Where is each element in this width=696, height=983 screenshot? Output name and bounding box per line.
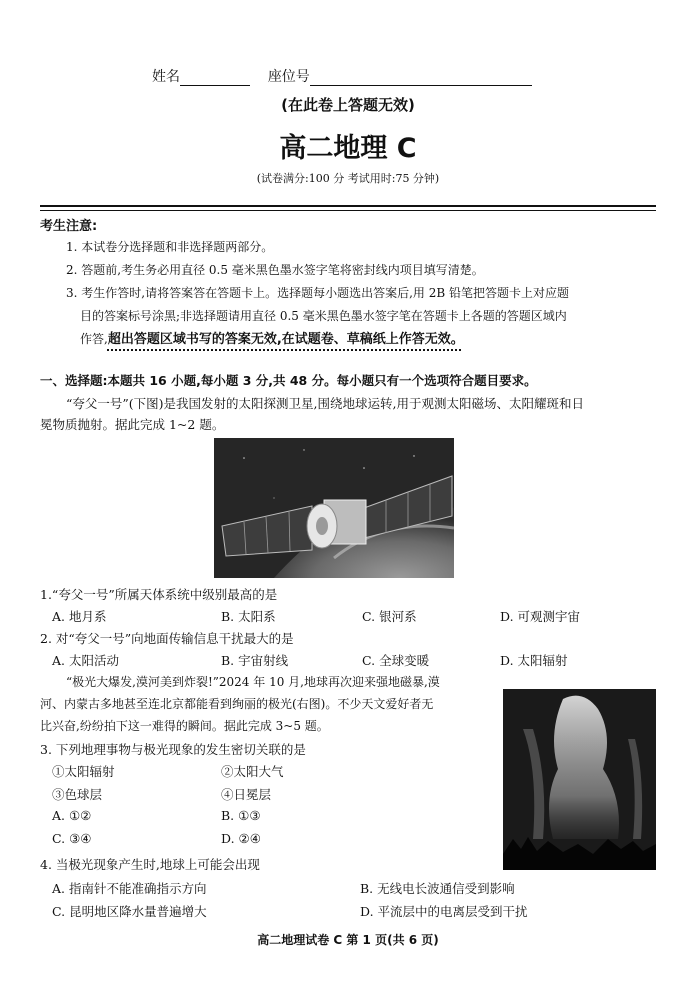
intro1-line2: 冕物质抛射。据此完成 1~2 题。 [40,417,225,432]
page-title: 高二地理 C [279,133,417,164]
q3-item-1: ①太阳辐射 [52,764,115,779]
name-seat-line [152,66,532,86]
divider-thick [40,205,656,207]
q3-item-3: ③色球层 [52,787,103,802]
notice-heading: 考生注意: [40,219,98,234]
notice-item-3-end [80,328,464,347]
q2-stem: 2. 对“夸父一号”向地面传输信息干扰最大的是 [40,631,294,646]
seat-blank [310,71,532,86]
section-heading: 一、选择题:本题共 16 小题,每小题 3 分,共 48 分。每小题只有一个选项符合题目要求。 [40,373,537,388]
q3-option-d: D. ②④ [221,831,261,846]
notice-item-3-cont: 目的答案标号涂黑;非选择题请用直径 0.5 毫米黑色墨水签字笔在答题卡上各题的答题区域内 [80,309,567,323]
name-label: 姓名 [152,69,180,85]
q1-option-b: B. 太阳系 [221,609,276,624]
q3-item-4: ④日冕层 [221,787,272,802]
q3-option-a: A. ①② [52,808,92,823]
q1-option-d: D. 可观测宇宙 [500,609,581,624]
q1-option-a: A. 地月系 [52,609,107,624]
q2-option-a: A. 太阳活动 [52,653,119,668]
intro2-line1: “极光大爆发,漠河美到炸裂!”2024 年 10 月,地球再次迎来强地磁暴,漠 [66,675,440,689]
page-footer: 高二地理试卷 C 第 1 页(共 6 页) [257,933,439,947]
intro2-line2: 河、内蒙古多地甚至连北京都能看到绚丽的极光(右图)。不少天文爱好者无 [40,697,434,711]
notice-item-1: 1. 本试卷分选择题和非选择题两部分。 [66,240,274,254]
q4-stem: 4. 当极光现象产生时,地球上可能会出现 [40,857,260,872]
seat-label: 座位号 [267,69,310,85]
q2-option-d: D. 太阳辐射 [500,653,568,668]
q3-item-2: ②太阳大气 [221,764,284,779]
q1-stem: 1.“夸父一号”所属天体系统中级别最高的是 [40,587,278,602]
q3-option-c: C. ③④ [52,831,92,846]
q4-option-a: A. 指南针不能准确指示方向 [52,881,207,896]
q4-option-c: C. 昆明地区降水量普遍增大 [52,904,207,919]
invalid-note: (在此卷上答题无效) [281,96,415,114]
q2-option-c: C. 全球变暖 [362,653,430,668]
divider-thin [40,210,656,211]
q4-option-d: D. 平流层中的电离层受到干扰 [360,904,528,919]
satellite-image [214,438,454,578]
notice-item-3-tail: 作答, [80,332,108,346]
notice-item-3: 3. 考生作答时,请将答案答在答题卡上。选择题每小题选出答案后,用 2B 铅笔把答题卡上对应题 [66,286,569,300]
q4-option-b: B. 无线电长波通信受到影响 [360,881,515,896]
q3-stem: 3. 下列地理事物与极光现象的发生密切关联的是 [40,742,306,757]
notice-item-2: 2. 答题前,考生务必用直径 0.5 毫米黑色墨水签字笔将密封线内项目填写清楚。 [66,263,484,277]
exam-meta: (试卷满分:100 分 考试用时:75 分钟) [256,172,440,185]
intro1-line1: “夸父一号”(下图)是我国发射的太阳探测卫星,围绕地球运转,用于观测太阳磁场、太阳耀斑和日 [66,396,584,411]
intro2-line3: 比兴奋,纷纷拍下这一难得的瞬间。据此完成 3~5 题。 [40,719,329,733]
q2-option-b: B. 宇宙射线 [221,653,289,668]
notice-emphasis: 超出答题区域书写的答案无效,在试题卷、草稿纸上作答无效。 [107,332,464,347]
name-blank [180,71,250,86]
aurora-image [503,689,656,870]
q1-option-c: C. 银河系 [362,609,417,624]
q3-option-b: B. ①③ [221,808,261,823]
